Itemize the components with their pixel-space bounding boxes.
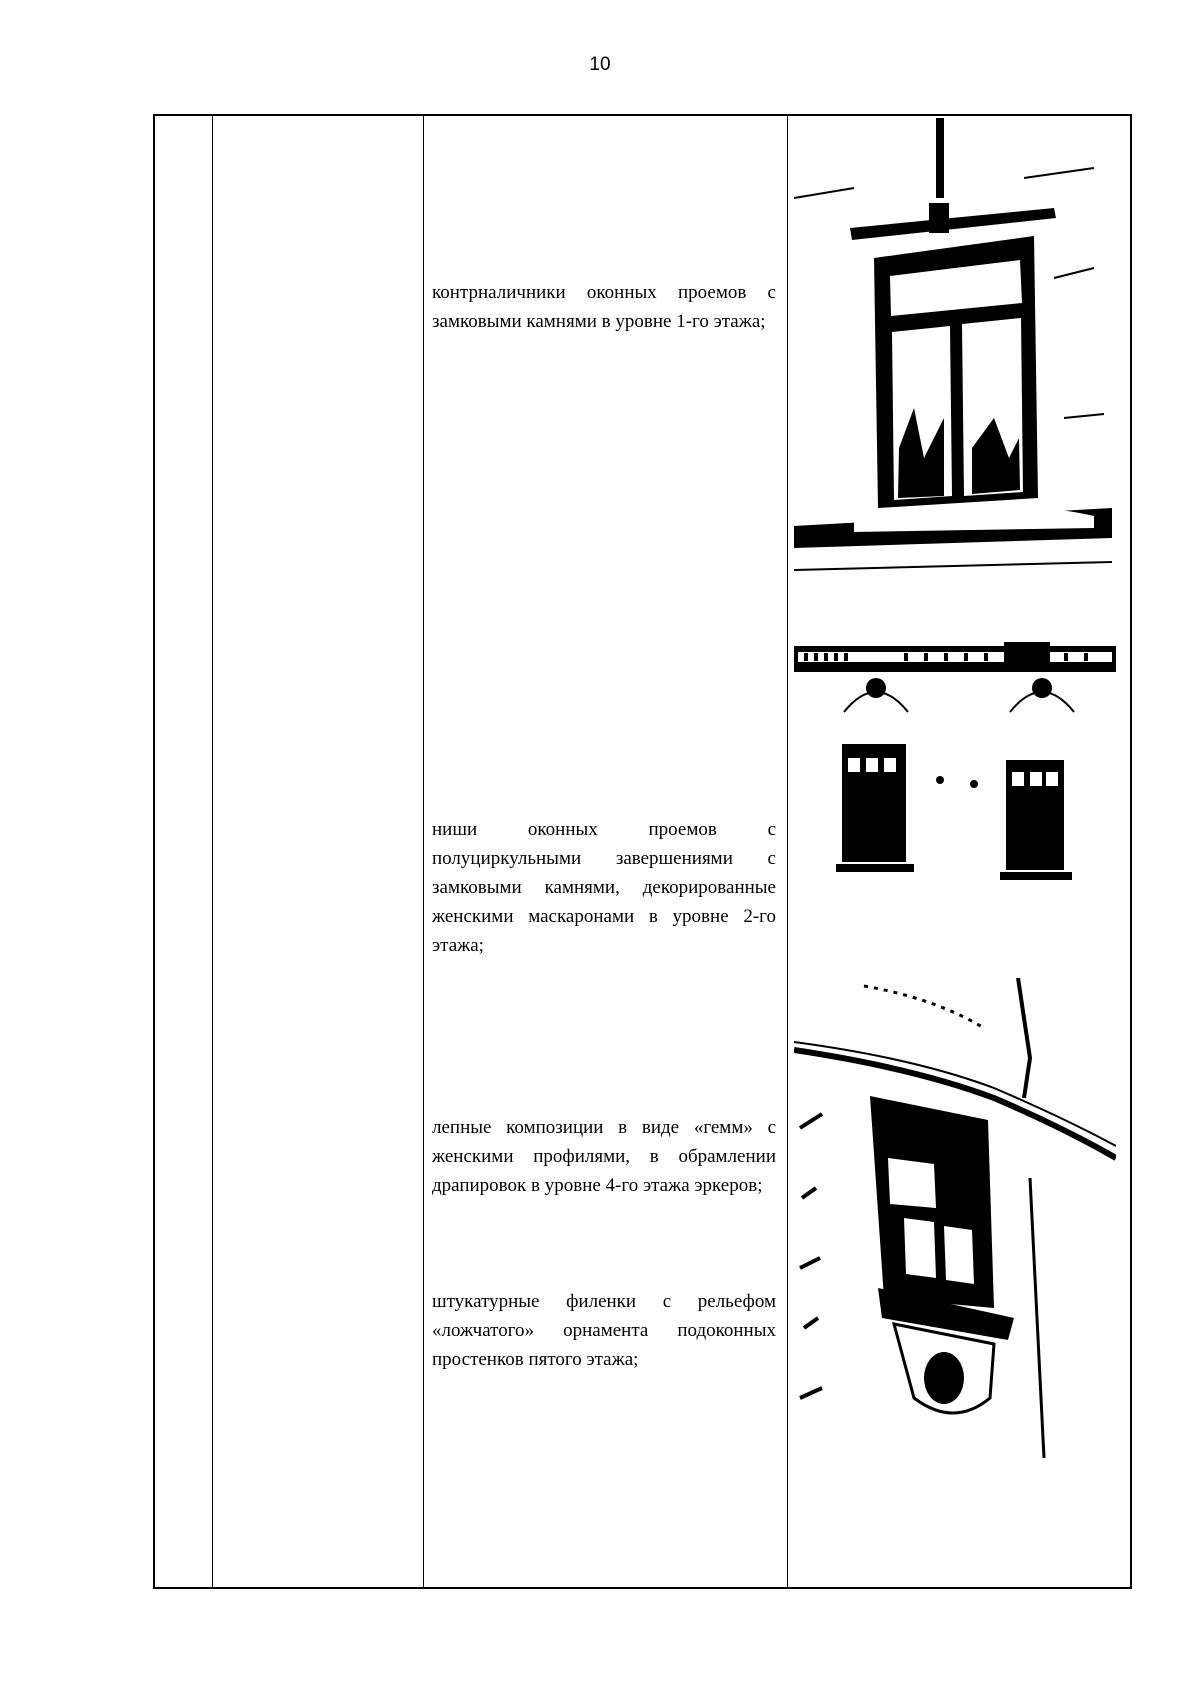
- description-window-niches: ниши оконных проемов с полуциркульными завершениями с замковыми камнями, декорированные женскими маскаронами в уровне 2-го этажа;: [432, 819, 776, 956]
- description-window-surrounds: контрналичники оконных проемов с замковыми камнями в уровне 1-го этажа;: [432, 282, 776, 332]
- description-stucco-gems: лепные композиции в виде «гемм» с женскими профилями, в обрамлении драпировок в уровне 4-го этажа эркеров;: [432, 1117, 776, 1196]
- page-number: 10: [589, 54, 611, 75]
- description-plaster-panels: штукатурные филенки с рельефом «ложчатого» орнамента подоконных простенков пятого этажа;: [432, 1291, 776, 1370]
- photo-first-floor-window: [794, 118, 1112, 573]
- photo-bay-window: [794, 978, 1116, 1474]
- column-divider: [212, 116, 213, 1587]
- column-divider: [787, 116, 788, 1587]
- column-divider: [423, 116, 424, 1587]
- photo-second-floor-niches: [794, 642, 1116, 910]
